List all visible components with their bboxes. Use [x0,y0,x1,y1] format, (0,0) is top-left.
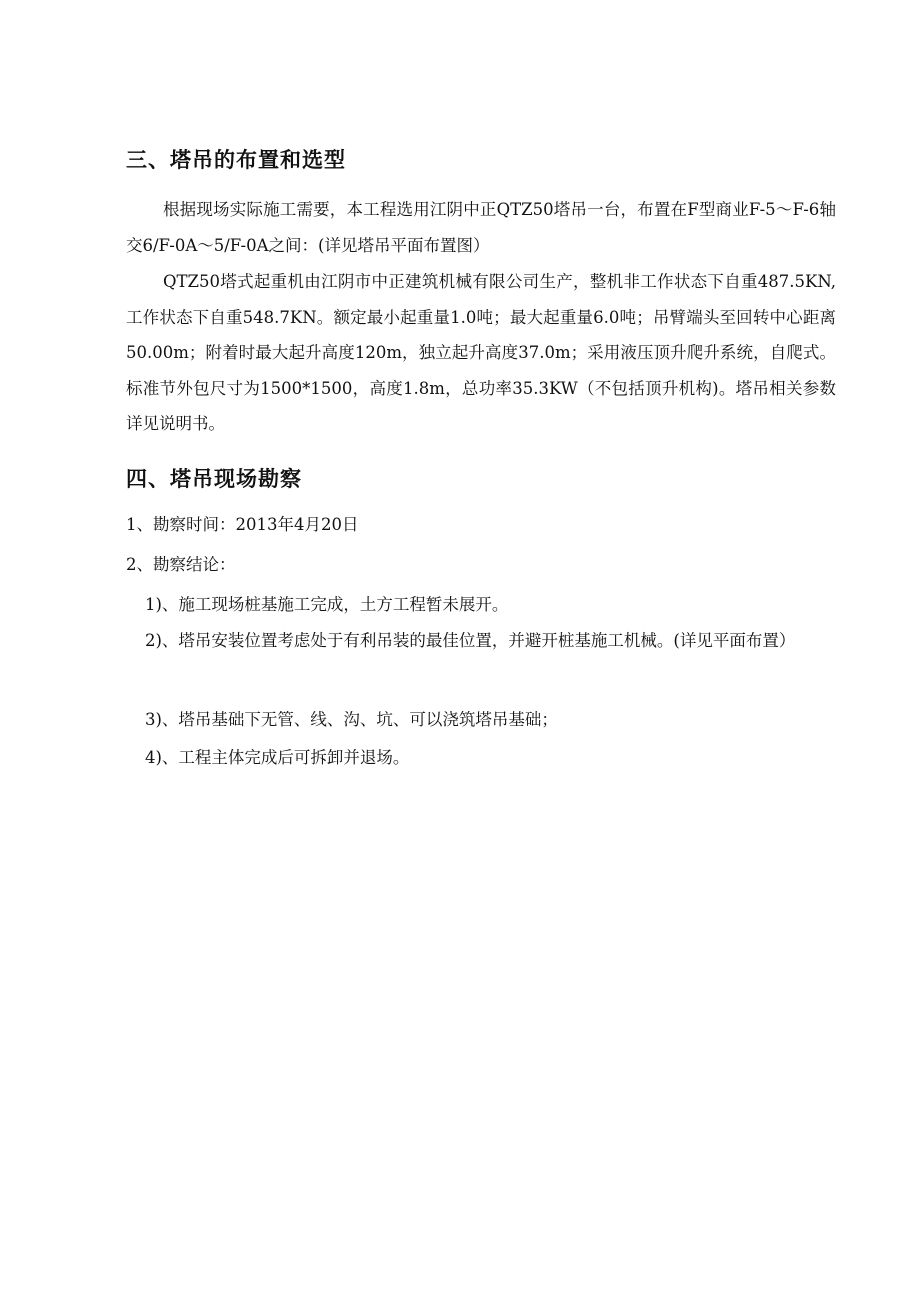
survey-time-item: 1、勘察时间：2013年4月20日 [126,515,359,534]
survey-conclusion-item: 2、勘察结论： [126,555,236,574]
section-3-paragraph-2: QTZ50塔式起重机由江阴市中正建筑机械有限公司生产，整机非工作状态下自重487.5KN,工作状态下自重548.7KN。额定最小起重量1.0吨；最大起重量6.0吨；吊臂端头至回转中心距离50.00m；附着时最大起升高度120m，独立起升高度37.0m；采用液压顶升爬升系统，自爬式。标准节外包尺寸为1500*1500，高度1.8m，总功率35.3KW（不包括顶升机构)。塔吊相关参数详见说明书。 [126,272,836,433]
section-4-heading: 四、塔吊现场勘察 [126,467,302,491]
section-3-paragraph-1: 根据现场实际施工需要，本工程选用江阴中正QTZ50塔吊一台，布置在F型商业F-5～F-6轴交6/F-0A～5/F-0A之间：(详见塔吊平面布置图） [126,200,836,255]
conclusion-item-3: 3)、塔吊基础下无管、线、沟、坑、可以浇筑塔吊基础； [145,710,558,729]
conclusion-item-2: 2)、塔吊安装位置考虑处于有利吊装的最佳位置，并避开桩基施工机械。(详见平面布置） [145,631,796,650]
conclusion-item-4: 4)、工程主体完成后可拆卸并退场。 [145,748,410,767]
section-3-heading: 三、塔吊的布置和选型 [126,148,346,172]
conclusion-item-1: 1)、施工现场桩基施工完成，土方工程暂未展开。 [145,595,509,614]
